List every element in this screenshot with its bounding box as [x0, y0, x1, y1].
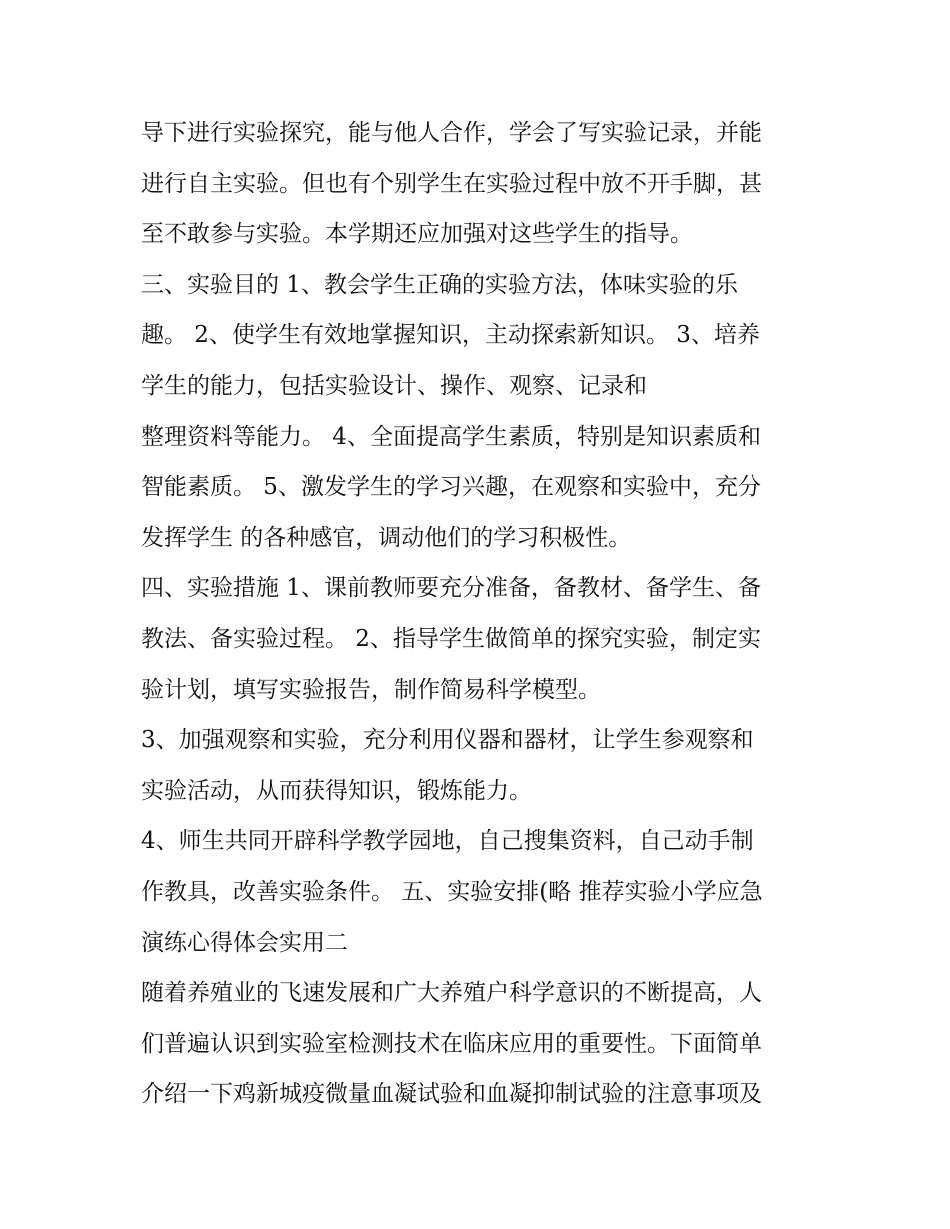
text-line: 整理资料等能力。 4、全面提高学生素质，特别是知识素质和: [141, 423, 761, 450]
body-text: [141, 108, 821, 1120]
text-line: 至不敢参与实验。本学期还应加强对这些学生的指导。: [141, 221, 693, 248]
text-line: 3、加强观察和实验，充分利用仪器和器材，让学生参观察和: [141, 727, 754, 754]
text-line: 发挥学生 的各种感官，调动他们的学习积极性。: [141, 524, 632, 551]
text-line: 们普遍认识到实验室检测技术在临床应用的重要性。下面简单: [141, 1030, 762, 1057]
text-line: 介绍一下鸡新城疫微量血凝试验和血凝抑制试验的注意事项及: [141, 1081, 762, 1108]
text-line: 实验活动，从而获得知识，锻炼能力。: [141, 777, 532, 804]
text-line: 学生的能力，包括实验设计、操作、观察、记录和: [141, 372, 647, 399]
text-line: 验计划，填写实验报告，制作简易科学模型。: [141, 676, 601, 703]
text-line: 趣。 2、使学生有效地掌握知识，主动探索新知识。 3、培养: [141, 322, 760, 349]
text-line: 导下进行实验探究，能与他人合作，学会了写实验记录，并能: [141, 120, 762, 146]
text-line: 随着养殖业的飞速发展和广大养殖户科学意识的不断提高，人: [141, 980, 762, 1007]
text-line: 进行自主实验。但也有个别学生在实验过程中放不开手脚，甚: [141, 170, 762, 197]
text-line: 教法、备实验过程。 2、指导学生做简单的探究实验，制定实: [141, 625, 761, 652]
text-line: 4、师生共同开辟科学教学园地，自己搜集资料，自己动手制: [141, 828, 754, 855]
text-line: 作教具，改善实验条件。 五、实验安排(略 推荐实验小学应急: [141, 878, 763, 905]
text-line: 智能素质。 5、激发学生的学习兴趣，在观察和实验中，充分: [141, 474, 761, 501]
text-line: 四、实验措施 1、课前教师要充分准备，备教材、备学生、备: [141, 575, 761, 602]
text-line: 三、实验目的 1、教会学生正确的实验方法，体味实验的乐: [141, 271, 738, 298]
text-line: 演练心得体会实用二: [141, 929, 348, 956]
